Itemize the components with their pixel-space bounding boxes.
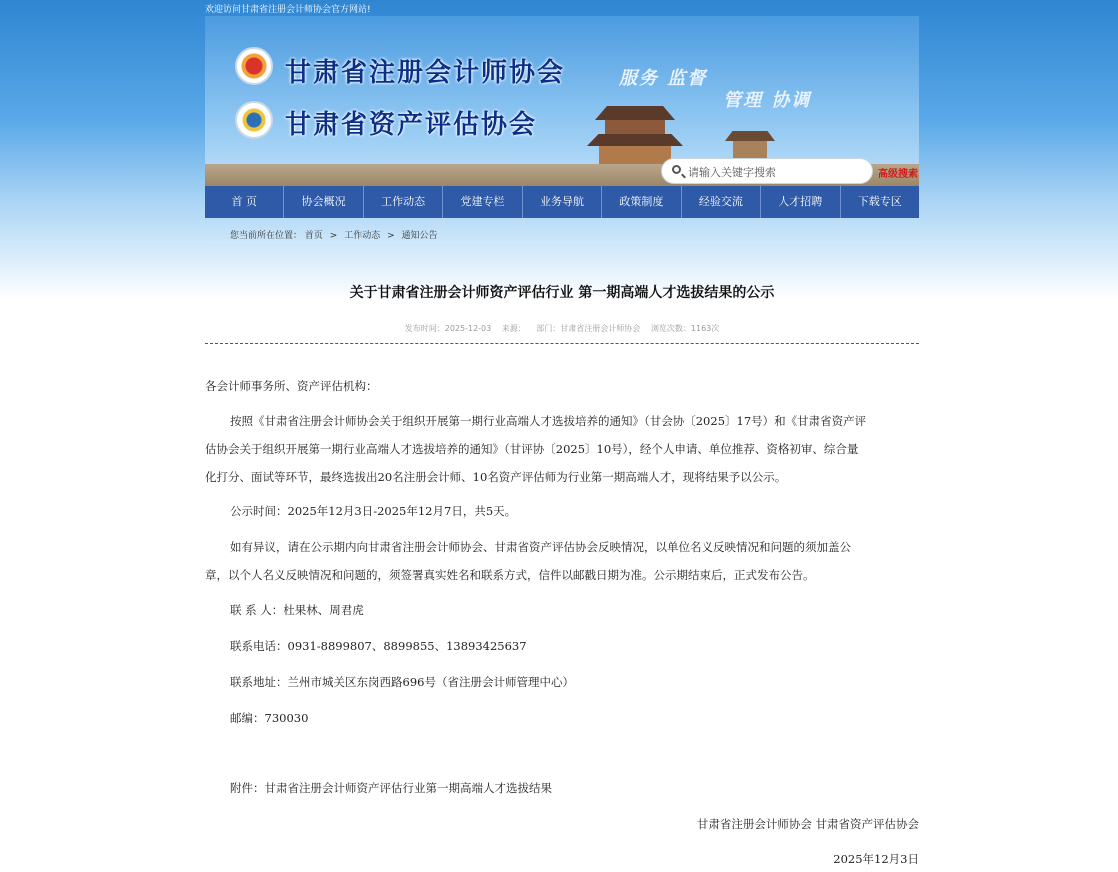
article-dept: 部门：甘肃省注册会计师协会 [536, 324, 641, 333]
signature: 甘肃省注册会计师协会 甘肃省资产评估协会 [696, 817, 919, 831]
attachment-link[interactable]: 附件：甘肃省注册会计师资产评估行业第一期高端人才选拔结果 [230, 781, 552, 795]
paragraph-1-line-2: 估协会关于组织开展第一期行业高端人才选拔培养的通知》（甘评协〔2025〕10号），经个人申请、单位推荐、资格初审、综合量 [205, 442, 859, 456]
main-nav [205, 186, 919, 218]
postcode: 邮编：730030 [230, 711, 309, 725]
breadcrumb-notices[interactable]: 通知公告 [401, 231, 438, 241]
slogan-service-supervise: 服务 监督 [619, 68, 708, 89]
salutation: 各会计师事务所、资产评估机构： [205, 379, 378, 393]
contact-address: 联系地址：兰州市城关区东岗西路696号（省注册会计师管理中心） [230, 675, 574, 689]
nav-business[interactable]: 业务导航 [523, 186, 602, 218]
breadcrumb-news[interactable]: 工作动态 [344, 231, 381, 241]
breadcrumb-sep: > [387, 231, 395, 241]
org-title-cpa[interactable]: 甘肃省注册会计师协会 [285, 58, 566, 88]
article-meta [205, 323, 919, 334]
nav-recruit[interactable]: 人才招聘 [761, 186, 840, 218]
cpa-association-logo [235, 47, 273, 85]
nav-experience[interactable]: 经验交流 [682, 186, 761, 218]
advanced-search-link[interactable]: 高级搜索 [878, 169, 918, 180]
search-icon[interactable] [672, 165, 681, 174]
nav-about[interactable]: 协会概况 [284, 186, 363, 218]
contact-person: 联 系 人：杜果林、周君虎 [230, 603, 364, 617]
article-source: 来源： [501, 324, 526, 333]
signature-date: 2025年12月3日 [833, 852, 919, 866]
search-box [662, 159, 872, 183]
breadcrumb-home[interactable]: 首页 [304, 231, 323, 241]
breadcrumb-sep: > [329, 231, 338, 241]
nav-party[interactable]: 党建专栏 [443, 186, 522, 218]
breadcrumb-divider [205, 245, 919, 246]
paragraph-3-line-2: 章，以个人名义反映情况和问题的，须签署真实姓名和联系方式，信件以邮戳日期为准。公示期结束后，正式发布公告。 [205, 568, 815, 582]
breadcrumb-prefix: 您当前所在位置： [230, 231, 303, 241]
paragraph-1-line-1: 按照《甘肃省注册会计师协会关于组织开展第一期行业高端人才选拔培养的通知》（甘会协〔2025〕17号）和《甘肃省资产评 [230, 414, 867, 428]
nav-news[interactable]: 工作动态 [364, 186, 443, 218]
org-title-appraisal[interactable]: 甘肃省资产评估协会 [285, 110, 538, 140]
title-divider [205, 343, 919, 344]
nav-download[interactable]: 下载专区 [857, 195, 902, 208]
nav-policy[interactable]: 政策制度 [602, 186, 681, 218]
publish-date: 发布时间：2025-12-03 [404, 324, 492, 333]
asset-appraisal-logo [235, 101, 273, 139]
contact-phone: 联系电话：0931-8899807、8899855、13893425637 [230, 639, 527, 653]
breadcrumb [230, 228, 438, 241]
view-count: 浏览次数：1163次 [650, 324, 720, 333]
slogan-manage-coordinate: 管理 协调 [723, 90, 812, 111]
search-input[interactable] [686, 162, 865, 182]
article-title: 关于甘肃省注册会计师资产评估行业 第一期高端人才选拔结果的公示 [349, 285, 775, 301]
welcome-text: 欢迎访问甘肃省注册会计师协会官方网站! [205, 5, 371, 15]
paragraph-3-line-1: 如有异议，请在公示期内向甘肃省注册会计师协会、甘肃省资产评估协会反映情况，以单位名义反映情况和问题的须加盖公 [230, 540, 851, 554]
paragraph-2: 公示时间：2025年12月3日-2025年12月7日，共5天。 [230, 504, 517, 518]
paragraph-1-line-3: 化打分、面试等环节，最终选拔出20名注册会计师、10名资产评估师为行业第一期高端人才，现将结果予以公示。 [205, 470, 787, 484]
nav-home[interactable]: 首 页 [205, 186, 284, 218]
